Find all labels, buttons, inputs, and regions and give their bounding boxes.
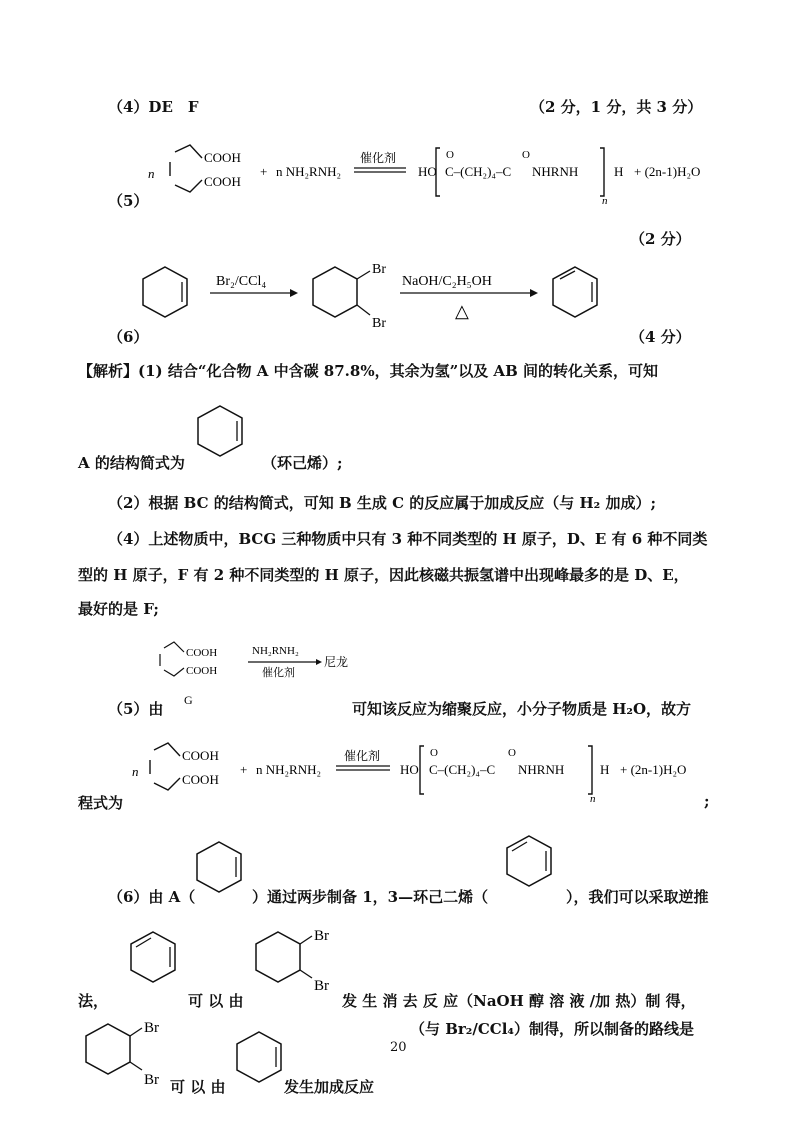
analysis-p6-d: 法， — [78, 992, 109, 1010]
g-cooh-1: COOH — [186, 647, 218, 659]
analysis-p5b: 程式为 — [78, 794, 124, 812]
reagent-br2: Br₂/CCl₄ — [216, 274, 267, 289]
analysis-p6-c: ），我们可以采取逆推 — [566, 888, 709, 906]
answer-6-label: （6） — [108, 328, 149, 346]
dibromo-retro — [246, 920, 342, 1000]
page-number: 20 — [390, 1040, 407, 1055]
cooh-2: COOH — [204, 174, 241, 189]
svg-text:Br: Br — [314, 928, 329, 944]
cyclohexene — [143, 267, 187, 317]
carbonyl-o-1: O — [446, 149, 454, 161]
svg-text:+: + — [240, 762, 248, 777]
heat-symbol: △ — [455, 301, 469, 321]
analysis-p6-i: 发生加成反应 — [284, 1078, 375, 1096]
analysis-p1: 【解析】(1) 结合“化合物 A 中含碳 87.8%，其余为氢”以及 AB 间的转化关系，可知 — [78, 362, 658, 380]
cyclohexene-route — [226, 1024, 292, 1096]
cyclohexene-structure — [190, 400, 250, 470]
ring-fragment — [170, 145, 202, 192]
analysis-p1b-pre: A 的结构简式为 — [78, 454, 185, 472]
analysis-p6-b: ）通过两步制备 1，3—环己二烯（ — [252, 888, 489, 906]
analysis-p6-f: 发 生 消 去 反 应（NaOH 醇 溶 液 /加 热）制 得， — [342, 992, 696, 1010]
analysis-p4b: 型的 H 原子，F 有 2 种不同类型的 H 原子，因此核磁共振氢谱中出现峰最多的是 D、E， — [78, 566, 689, 584]
analysis-p4c: 最好的是 F; — [78, 600, 159, 618]
br-label-2: Br — [372, 316, 386, 331]
g-label: G — [184, 693, 193, 707]
analysis-p2: （2）根据 BC 的结构简式，可知 B 生成 C 的反应属于加成反应（与 H₂ 加成）; — [108, 494, 657, 512]
product-amine: NHRNH — [532, 164, 579, 179]
analysis-p1b-post: （环己烯）; — [262, 454, 343, 472]
svg-text:C–(CH₂)₄–C: C–(CH₂)₄–C — [429, 762, 496, 777]
analysis-p6-e: 可 以 由 — [188, 992, 244, 1010]
cyclohexadiene-retro — [120, 926, 186, 996]
answer-4-score: （2 分，1 分，共 3 分） — [530, 98, 703, 116]
catalyst: 催化剂 — [360, 151, 397, 165]
svg-text:n: n — [132, 764, 139, 779]
product-chain: C–(CH₂)₄–C — [445, 164, 512, 179]
subscript-n: n — [602, 195, 608, 207]
analysis-p6-h: 可 以 由 — [170, 1078, 226, 1096]
end-h: H — [614, 164, 624, 179]
analysis-p5-pre: （5）由 — [108, 700, 164, 718]
dibromocyclohexane — [313, 267, 357, 317]
analysis-p4a: （4）上述物质中，BCG 三种物质中只有 3 种不同类型的 H 原子，D、E 有 6 种不同类 — [108, 530, 708, 548]
cyclohexadiene-inline — [496, 830, 562, 900]
carbonyl-o-2: O — [522, 149, 530, 161]
svg-text:Br: Br — [314, 978, 329, 994]
svg-text:O: O — [508, 747, 516, 759]
reaction-5-equation — [140, 140, 740, 210]
plus-sign: + — [260, 164, 268, 179]
br-label-1: Br — [372, 262, 386, 277]
answer-6-score: （4 分） — [630, 328, 691, 346]
answer-5-label: （5） — [108, 192, 149, 210]
svg-text:O: O — [430, 747, 438, 759]
hydrazine: n NH₂RNH₂ — [276, 164, 342, 179]
svg-text:COOH: COOH — [182, 772, 219, 787]
semicolon: ; — [704, 792, 710, 810]
dibromo-route — [76, 1010, 172, 1092]
g-cooh-2: COOH — [186, 665, 218, 677]
answer-4-label: （4）DE F — [108, 98, 199, 116]
svg-text:Br: Br — [144, 1020, 159, 1036]
svg-text:n NH₂RNH₂: n NH₂RNH₂ — [256, 762, 322, 777]
svg-text:NHRNH: NHRNH — [518, 762, 565, 777]
analysis-p5-post: 可知该反应为缩聚反应，小分子物质是 H₂O，故方 — [352, 700, 692, 718]
g-catalyst: 催化剂 — [262, 667, 295, 679]
svg-text:+ (2n-1)H₂O: + (2n-1)H₂O — [620, 762, 687, 777]
g-reagent: NH₂RNH₂ — [252, 645, 299, 657]
reagent-naoh: NaOH/C₂H₅OH — [402, 274, 492, 289]
product-ho: HO — [418, 164, 437, 179]
svg-text:H: H — [600, 762, 610, 777]
n-coefficient: n — [148, 166, 155, 181]
g-reaction — [150, 638, 370, 708]
cyclohexadiene — [553, 267, 597, 317]
analysis-p6-g: （与 Br₂/CCl₄）制得，所以制备的路线是 — [410, 1020, 694, 1038]
analysis-p6-a: （6）由 A（ — [108, 888, 196, 906]
water: + (2n-1)H₂O — [634, 164, 701, 179]
svg-text:COOH: COOH — [182, 748, 219, 763]
reaction-5-equation-repeat — [130, 738, 740, 808]
reaction-6-route — [130, 255, 630, 340]
answer-5-score: （2 分） — [630, 230, 691, 248]
cooh-1: COOH — [204, 150, 241, 165]
svg-text:催化剂: 催化剂 — [344, 749, 381, 763]
svg-text:HO: HO — [400, 762, 419, 777]
svg-text:n: n — [590, 793, 596, 805]
cyclohexene-inline — [186, 836, 252, 906]
svg-text:Br: Br — [144, 1072, 159, 1088]
g-product: 尼龙 — [324, 655, 349, 669]
